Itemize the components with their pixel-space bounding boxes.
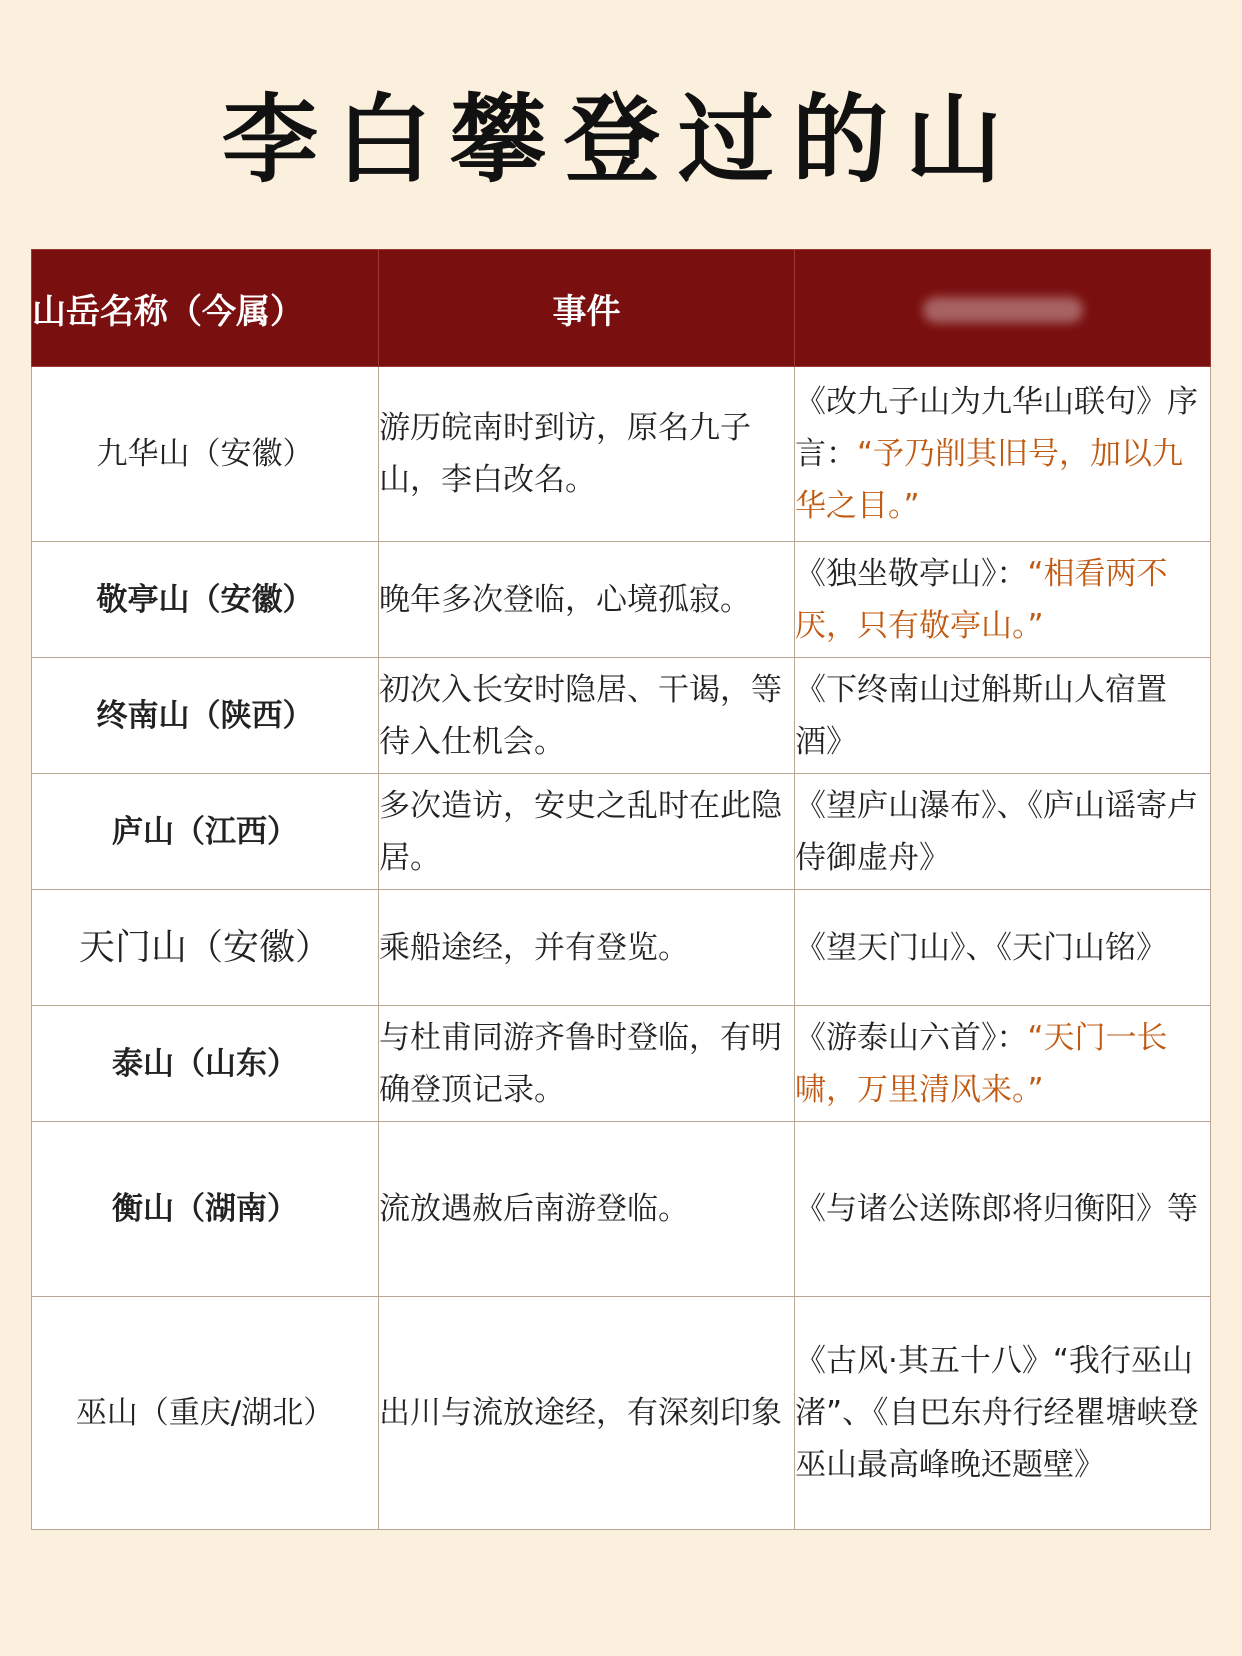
source-cell [795,1006,1211,1122]
mountain-name-cell: 泰山（山东） [32,1006,379,1122]
source-title: 《游泰山六首》： [795,1019,1028,1056]
mountain-name-cell: 衡山（湖南） [32,1122,379,1297]
source-title: 《与诸公送陈郎将归衡阳》等 [795,1191,1198,1227]
source-title: 《改九子山为九华山联句》序言： [795,384,1198,472]
table-row [32,1006,1211,1122]
event-cell: 出川与流放途经，有深刻印象 [379,1297,795,1530]
event-cell: 流放遇赦后南游登临。 [379,1122,795,1297]
mountains-table [31,249,1211,1530]
source-cell [795,658,1211,774]
source-cell [795,367,1211,542]
mountain-name-cell: 天门山（安徽） [32,890,379,1006]
page-title: 李白攀登过的山 [222,84,1020,196]
source-cell [795,774,1211,890]
mountain-name-cell: 终南山（陕西） [32,658,379,774]
event-cell: 多次造访，安史之乱时在此隐居。 [379,774,795,890]
table-row [32,658,1211,774]
mountain-name-cell: 九华山（安徽） [32,367,379,542]
source-title: 《古风·其五十八》“我行巫山渚”、《自巴东舟行经瞿塘峡登巫山最高峰晚还题壁》 [795,1343,1199,1483]
mountain-name-cell: 敬亭山（安徽） [32,542,379,658]
source-quote: “天门一长啸，万里清风来。” [795,1019,1168,1108]
source-title: 《望天门山》、《天门山铭》 [795,929,1167,966]
source-cell [795,890,1211,1006]
table-row [32,774,1211,890]
table-header-row [32,250,1211,367]
source-title: 《独坐敬亭山》： [795,555,1028,592]
event-cell: 初次入长安时隐居、干谒，等待入仕机会。 [379,658,795,774]
event-cell: 乘船途经，并有登览。 [379,890,795,1006]
table-row [32,1122,1211,1297]
source-quote: “相看两不厌，只有敬亭山。” [795,555,1168,644]
table-row [32,890,1211,1006]
header-source-blurred [795,250,1211,367]
event-cell: 晚年多次登临，心境孤寂。 [379,542,795,658]
source-cell [795,1122,1211,1297]
source-title: 《望庐山瀑布》、《庐山谣寄卢侍御虚舟》 [795,787,1198,876]
blurred-header-text [923,297,1083,323]
table-row [32,542,1211,658]
event-cell: 游历皖南时到访，原名九子山，李白改名。 [379,367,795,542]
event-cell: 与杜甫同游齐鲁时登临，有明确登顶记录。 [379,1006,795,1122]
source-cell [795,542,1211,658]
source-quote: “予乃削其旧号，加以九华之目。” [795,436,1184,524]
mountain-name-cell: 庐山（江西） [32,774,379,890]
table-row [32,1297,1211,1530]
header-mountain-name: 山岳名称（今属） [32,250,379,367]
header-event: 事件 [379,250,795,367]
source-title: 《下终南山过斛斯山人宿置酒》 [795,671,1167,760]
source-cell [795,1297,1211,1530]
mountain-name-cell: 巫山（重庆/湖北） [32,1297,379,1530]
table-row [32,367,1211,542]
